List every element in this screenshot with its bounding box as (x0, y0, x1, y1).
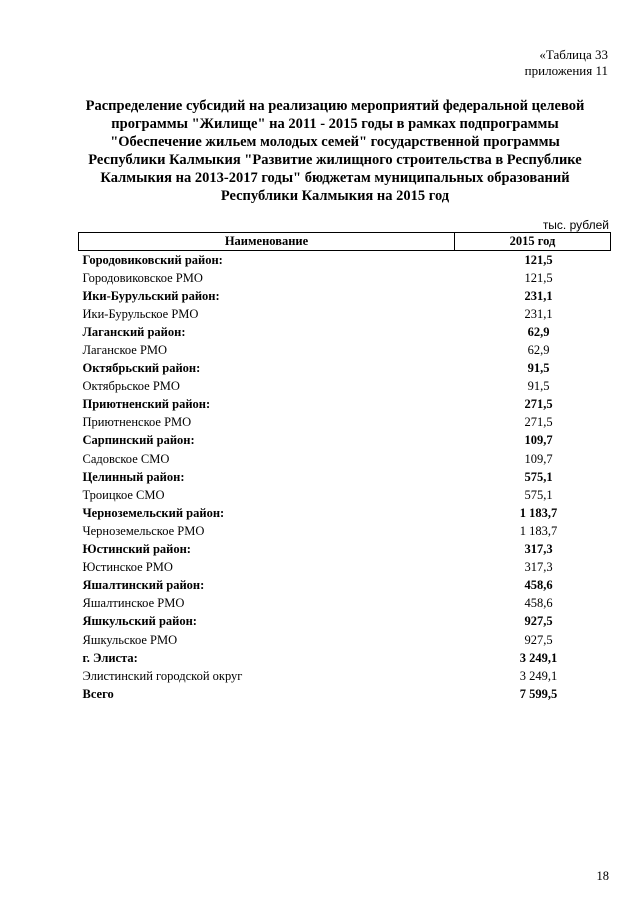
table-row (79, 504, 611, 522)
appendix-number: приложения 11 (524, 63, 608, 78)
row-value-cell: 927,5 (524, 614, 553, 629)
row-value-cell: 62,9 (527, 343, 550, 358)
row-name-cell: Лаганское РМО (82, 343, 168, 358)
row-name-cell: Ики-Бурульское РМО (82, 306, 199, 321)
table-reference-note (525, 47, 608, 79)
row-value-cell: 271,5 (524, 397, 553, 412)
document-title (60, 97, 610, 205)
column-header-name: Наименование (79, 233, 455, 251)
row-value-cell: 271,5 (524, 415, 553, 430)
row-name-cell: Юстинский район: (82, 542, 191, 557)
title-line: Распределение субсидий на реализацию мероприятий федеральной целевой (85, 98, 585, 114)
table-row (79, 432, 611, 450)
row-value-cell: 121,5 (524, 270, 553, 285)
column-header-year: 2015 год (455, 233, 611, 251)
row-value-cell: 3 249,1 (519, 668, 558, 683)
row-name-cell: Октябрьское РМО (82, 379, 180, 394)
row-name-cell: Яшкульское РМО (82, 632, 178, 647)
table-row (79, 341, 611, 359)
table-row (79, 269, 611, 287)
row-value-cell: 109,7 (524, 451, 553, 466)
table-row (79, 577, 611, 595)
row-name-cell: Приютненский район: (82, 397, 211, 412)
row-value-cell: 91,5 (527, 361, 550, 376)
row-value-cell: 317,3 (524, 542, 553, 557)
row-value-cell: 458,6 (524, 596, 553, 611)
title-line: программы "Жилище" на 2011 - 2015 годы в рамках подпрограммы (111, 116, 559, 132)
table-row (79, 378, 611, 396)
row-name-cell: Яшалтинское РМО (82, 596, 185, 611)
row-name-cell: Садовское СМО (82, 451, 170, 466)
table-row (79, 522, 611, 540)
row-value-cell: 317,3 (524, 560, 553, 575)
row-name-cell: Лаганский район: (82, 324, 186, 339)
table-body (79, 251, 611, 704)
units-label: тыс. рублей (542, 218, 609, 232)
table-row (79, 595, 611, 613)
table-row (79, 649, 611, 667)
row-value-cell: 121,5 (524, 252, 553, 267)
title-line: Республики Калмыкия "Развитие жилищного строительства в Республике (88, 152, 582, 168)
row-name-cell: Ики-Бурульский район: (82, 288, 220, 303)
table-row (79, 613, 611, 631)
row-name-cell: Всего (82, 686, 114, 701)
row-name-cell: Яшкульский район: (82, 614, 197, 629)
table-row (79, 559, 611, 577)
row-name-cell: Яшалтинский район: (82, 578, 205, 593)
row-name-cell: Троицкое СМО (82, 487, 165, 502)
row-value-cell: 458,6 (524, 578, 553, 593)
title-line: Калмыкия на 2013-2017 годы" бюджетам муниципальных образований (100, 170, 570, 186)
table-row (79, 667, 611, 685)
subsidy-table (78, 232, 611, 703)
table-row (79, 360, 611, 378)
row-name-cell: Элистинский городской округ (82, 668, 243, 683)
row-value-cell: 91,5 (527, 379, 550, 394)
row-value-cell: 7 599,5 (519, 686, 558, 701)
row-name-cell: Городовиковский район: (82, 252, 223, 267)
row-value-cell: 231,1 (524, 288, 553, 303)
table-row (79, 541, 611, 559)
row-value-cell: 575,1 (524, 469, 553, 484)
table-row (79, 631, 611, 649)
row-name-cell: Городовиковское РМО (82, 270, 203, 285)
page-number: 18 (596, 869, 609, 883)
row-name-cell: Приютненское РМО (82, 415, 192, 430)
row-name-cell: Черноземельский район: (82, 505, 225, 520)
row-value-cell: 1 183,7 (519, 523, 558, 538)
table-row (79, 305, 611, 323)
row-value-cell: 109,7 (524, 433, 553, 448)
row-value-cell: 231,1 (524, 306, 553, 321)
title-line: Республики Калмыкия на 2015 год (220, 188, 450, 204)
table-row (79, 414, 611, 432)
row-name-cell: Сарпинский район: (82, 433, 195, 448)
table-row (79, 323, 611, 341)
row-value-cell: 62,9 (527, 324, 550, 339)
row-name-cell: г. Элиста: (82, 650, 138, 665)
row-name-cell: Черноземельское РМО (82, 523, 205, 538)
table-number: «Таблица 33 (539, 47, 608, 62)
table-row (79, 251, 611, 270)
table-row (79, 468, 611, 486)
table-header-row (79, 233, 611, 251)
table-row (79, 396, 611, 414)
table-row (79, 450, 611, 468)
row-name-cell: Целинный район: (82, 469, 185, 484)
row-value-cell: 1 183,7 (519, 505, 558, 520)
row-name-cell: Октябрьский район: (82, 361, 201, 376)
row-value-cell: 575,1 (524, 487, 553, 502)
table-row (79, 486, 611, 504)
table-row (79, 287, 611, 305)
table-row (79, 685, 611, 703)
row-name-cell: Юстинское РМО (82, 560, 173, 575)
title-line: "Обеспечение жильем молодых семей" государственной программы (110, 134, 560, 150)
row-value-cell: 927,5 (524, 632, 553, 647)
row-value-cell: 3 249,1 (519, 650, 558, 665)
